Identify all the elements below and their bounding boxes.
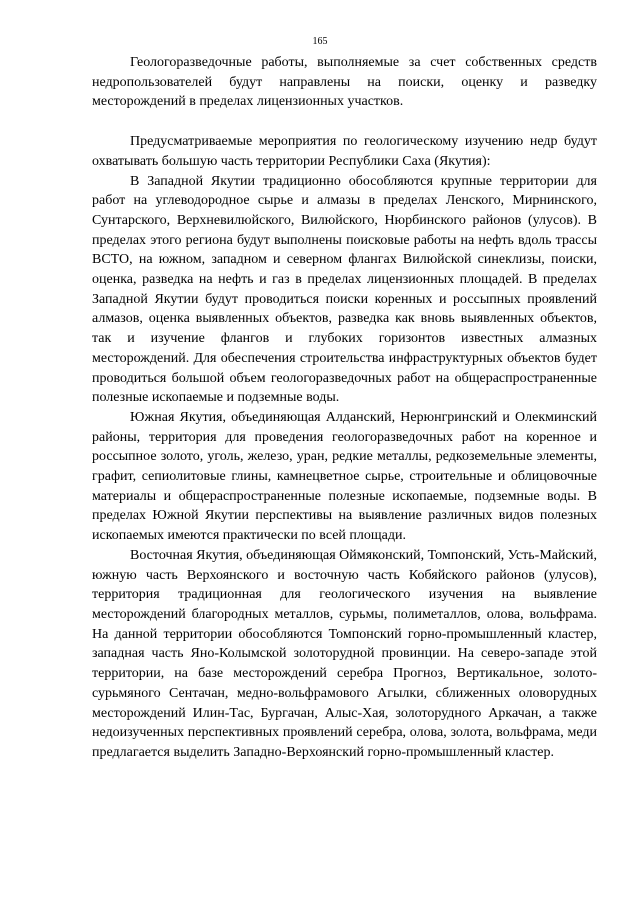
page-number: 165 [312, 36, 328, 47]
document-body [92, 53, 597, 763]
paragraph-planned-measures: Предусматриваемые мероприятия по геологическому изучению недр будут охватывать большую часть территории Республики Саха (Якутия): [92, 134, 597, 169]
paragraph-gap [92, 112, 597, 132]
paragraph-southern-yakutia: Южная Якутия, объединяющая Алданский, Нерюнгринский и Олекминский районы, территория для проведения геологоразведочных работ на коренное и россыпное золото, уголь, железо, уран, редкие металлы, редкоземельные элементы, графит, сепиолитовые глины, камнецветное сырье, строительные и облицовочные материалы и общераспространенные полезные ископаемые, подземные воды. В пределах Южной Якутии перспективы на выявление различных видов полезных ископаемых имеются практически по всей площади. [92, 409, 597, 544]
paragraph-western-yakutia: В Западной Якутии традиционно обособляются крупные территории для работ на углеводородное сырье и алмазы в пределах Ленского, Мирнинского, Сунтарского, Верхневилюйского, Вилюйского, Нюрбинского районов (улусов). В пределах этого региона будут выполнены поисковые работы на нефть вдоль трассы ВСТО, на южном, западном и северном флангах Вилюйской синеклизы, поиски, оценка, разведка на нефть и газ в пределах лицензионных площадей. В пределах Западной Якутии будут проводиться поиски коренных и россыпных проявлений алмазов, оценка выявленных объектов, разведка как вновь выявленных объектов, так и изучение флангов и глубоких горизонтов известных алмазных месторождений. Для обеспечения строительства инфраструктурных объектов будет проводиться большой объем геологоразведочных работ на общераспространенные полезные ископаемые и подземные воды. [92, 173, 597, 406]
paragraph-eastern-yakutia: Восточная Якутия, объединяющая Оймяконский, Томпонский, Усть-Майский, южную часть Верхоянского и восточную часть Кобяйского районов (улусов), территория традиционная для геологического изучения на выявление месторождений благородных металлов, сурьмы, полиметаллов, олова, вольфрама. На данной территории обособляются Томпонский горно-промышленный кластер, западная часть Яно-Колымской золоторудной провинции. На северо-западе этой территории, на базе месторождений серебра Прогноз, Вертикальное, золото-сурьмяного Сентачан, медно-вольфрамового Агылки, сближенных оловорудных месторождений Илин-Тас, Бургачан, Алыс-Хая, золоторудного Аркачан, а также недоизученных перспективных проявлений серебра, олова, золота, вольфрама, меди предлагается выделить Западно-Верхоянский горно-промышленный кластер. [92, 547, 597, 760]
paragraph-funding: Геологоразведочные работы, выполняемые за счет собственных средств недропользователей будут направлены на поиски, оценку и разведку месторождений в пределах лицензионных участков. [92, 55, 597, 110]
